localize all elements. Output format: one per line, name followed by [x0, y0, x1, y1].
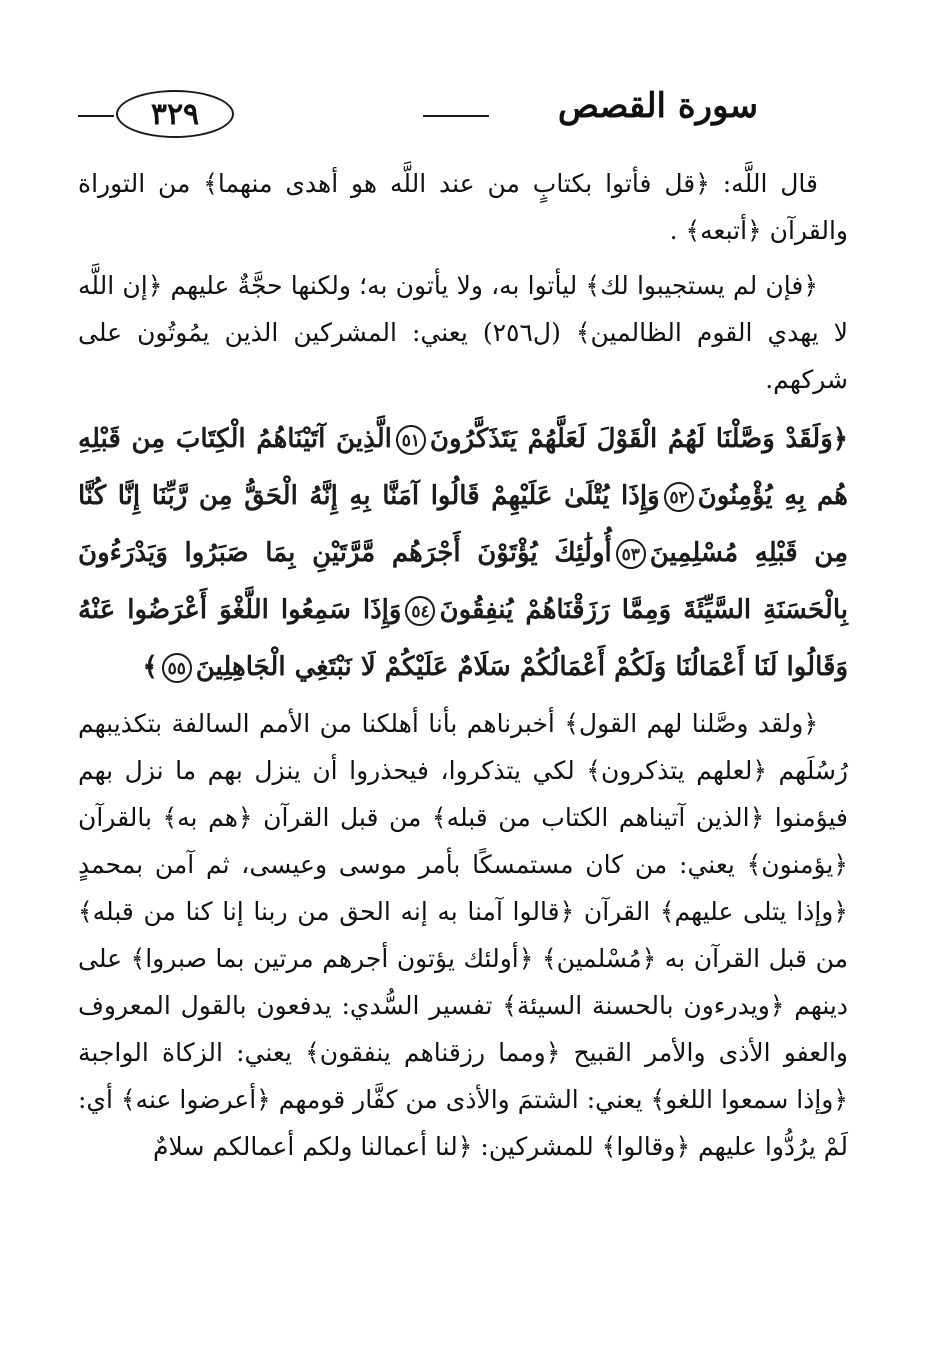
page-body [78, 160, 848, 1170]
page-number: ٣٢٩ [116, 90, 234, 138]
verse-number-marker: ٥٢ [664, 482, 694, 512]
verse-bracket-open: ﴿ [832, 424, 848, 454]
header-rule [78, 115, 114, 117]
paragraph: ﴿ولقد وصَّلنا لهم القول﴾ أخبرناهم بأنا أهلكنا من الأمم السالفة بتكذيبهم رُسُلَهم ﴿لعلهم يتذكرون﴾ لكي يتذكروا، فيحذروا أن ينزل بهم ما نزل بهم فيؤمنوا ﴿الذين آتيناهم الكتاب من قبله﴾ من قبل القرآن ﴿هم به﴾ بالقرآن ﴿يؤمنون﴾ يعني: من كان مستمسكًا بأمر موسى وعيسى، ثم آمن بمحمدٍ ﴿وإذا يتلى عليهم﴾ القرآن ﴿قالوا آمنا به إنه الحق من ربنا إنا كنا من قبله﴾ من قبل القرآن به ﴿مُسْلمين﴾ ﴿أولئك يؤتون أجرهم مرتين بما صبروا﴾ على دينهم ﴿ويدرءون بالحسنة السيئة﴾ تفسير السُّدي: يدفعون بالقول المعروف والعفو الأذى والأمر القبيح ﴿ومما رزقناهم ينفقون﴾ يعني: الزكاة الواجبة ﴿وإذا سمعوا اللغو﴾ يعني: الشتمَ والأذى من كفَّار قومهم ﴿أعرضوا عنه﴾ أي: لَمْ يرُدُّوا عليهم ﴿وقالوا﴾ للمشركين: ﴿لنا أعمالنا ولكم أعمالكم سلامٌ [78, 709, 848, 1161]
verse-number-marker: ٥٣ [616, 539, 646, 569]
verse-bracket-close: ﴾ [142, 652, 158, 682]
page-header [78, 84, 848, 136]
verse-text: الَّذِينَ آتَيْنَاهُمُ الْكِتَابَ مِن قَبْلِهِ هُم بِهِ يُؤْمِنُونَ [78, 424, 848, 511]
verse-text: وَإِذَا سَمِعُوا اللَّغْوَ أَعْرَضُوا عَنْهُ وَقَالُوا لَنَا أَعْمَالُنَا وَلَكُمْ أَعْمَالُكُمْ سَلَامٌ عَلَيْكُمْ لَا نَبْتَغِي الْجَاهِلِينَ [78, 595, 848, 682]
verse-number-marker: ٥١ [396, 425, 426, 455]
verse-text: وَإِذَا يُتْلَىٰ عَلَيْهِمْ قَالُوا آمَنَّا بِهِ إِنَّهُ الْحَقُّ مِن رَّبِّنَا إِنَّا كُنَّا مِن قَبْلِهِ مُسْلِمِينَ [78, 481, 849, 568]
verse-text: أُولَٰئِكَ يُؤْتَوْنَ أَجْرَهُم مَّرَّتَيْنِ بِمَا صَبَرُوا وَيَدْرَءُونَ بِالْحَسَنَةِ السَّيِّئَةَ وَمِمَّا رَزَقْنَاهُمْ يُنفِقُونَ [78, 538, 848, 625]
paragraph: قال اللَّه: ﴿قل فأتوا بكتابٍ من عند اللَّه هو أهدى منهما﴾ من التوراة والقرآن ﴿أتبعه﴾ . [78, 169, 848, 245]
surah-title: سورة القصص [557, 86, 759, 126]
verse-number-marker: ٥٥ [162, 653, 192, 683]
header-rule [423, 115, 489, 117]
paragraph: ﴿فإن لم يستجيبوا لك﴾ ليأتوا به، ولا يأتون به؛ ولكنها حجَّةٌ عليهم ﴿إن اللَّه لا يهدي القوم الظالمين﴾ (ل٢٥٦) يعني: المشركين الذين يمُوتُون على شركهم. [78, 271, 849, 394]
verse-text: وَلَقَدْ وَصَّلْنَا لَهُمُ الْقَوْلَ لَعَلَّهُمْ يَتَذَكَّرُونَ [429, 424, 833, 454]
quran-verses-block [78, 411, 848, 696]
verse-number-marker: ٥٤ [405, 596, 435, 626]
